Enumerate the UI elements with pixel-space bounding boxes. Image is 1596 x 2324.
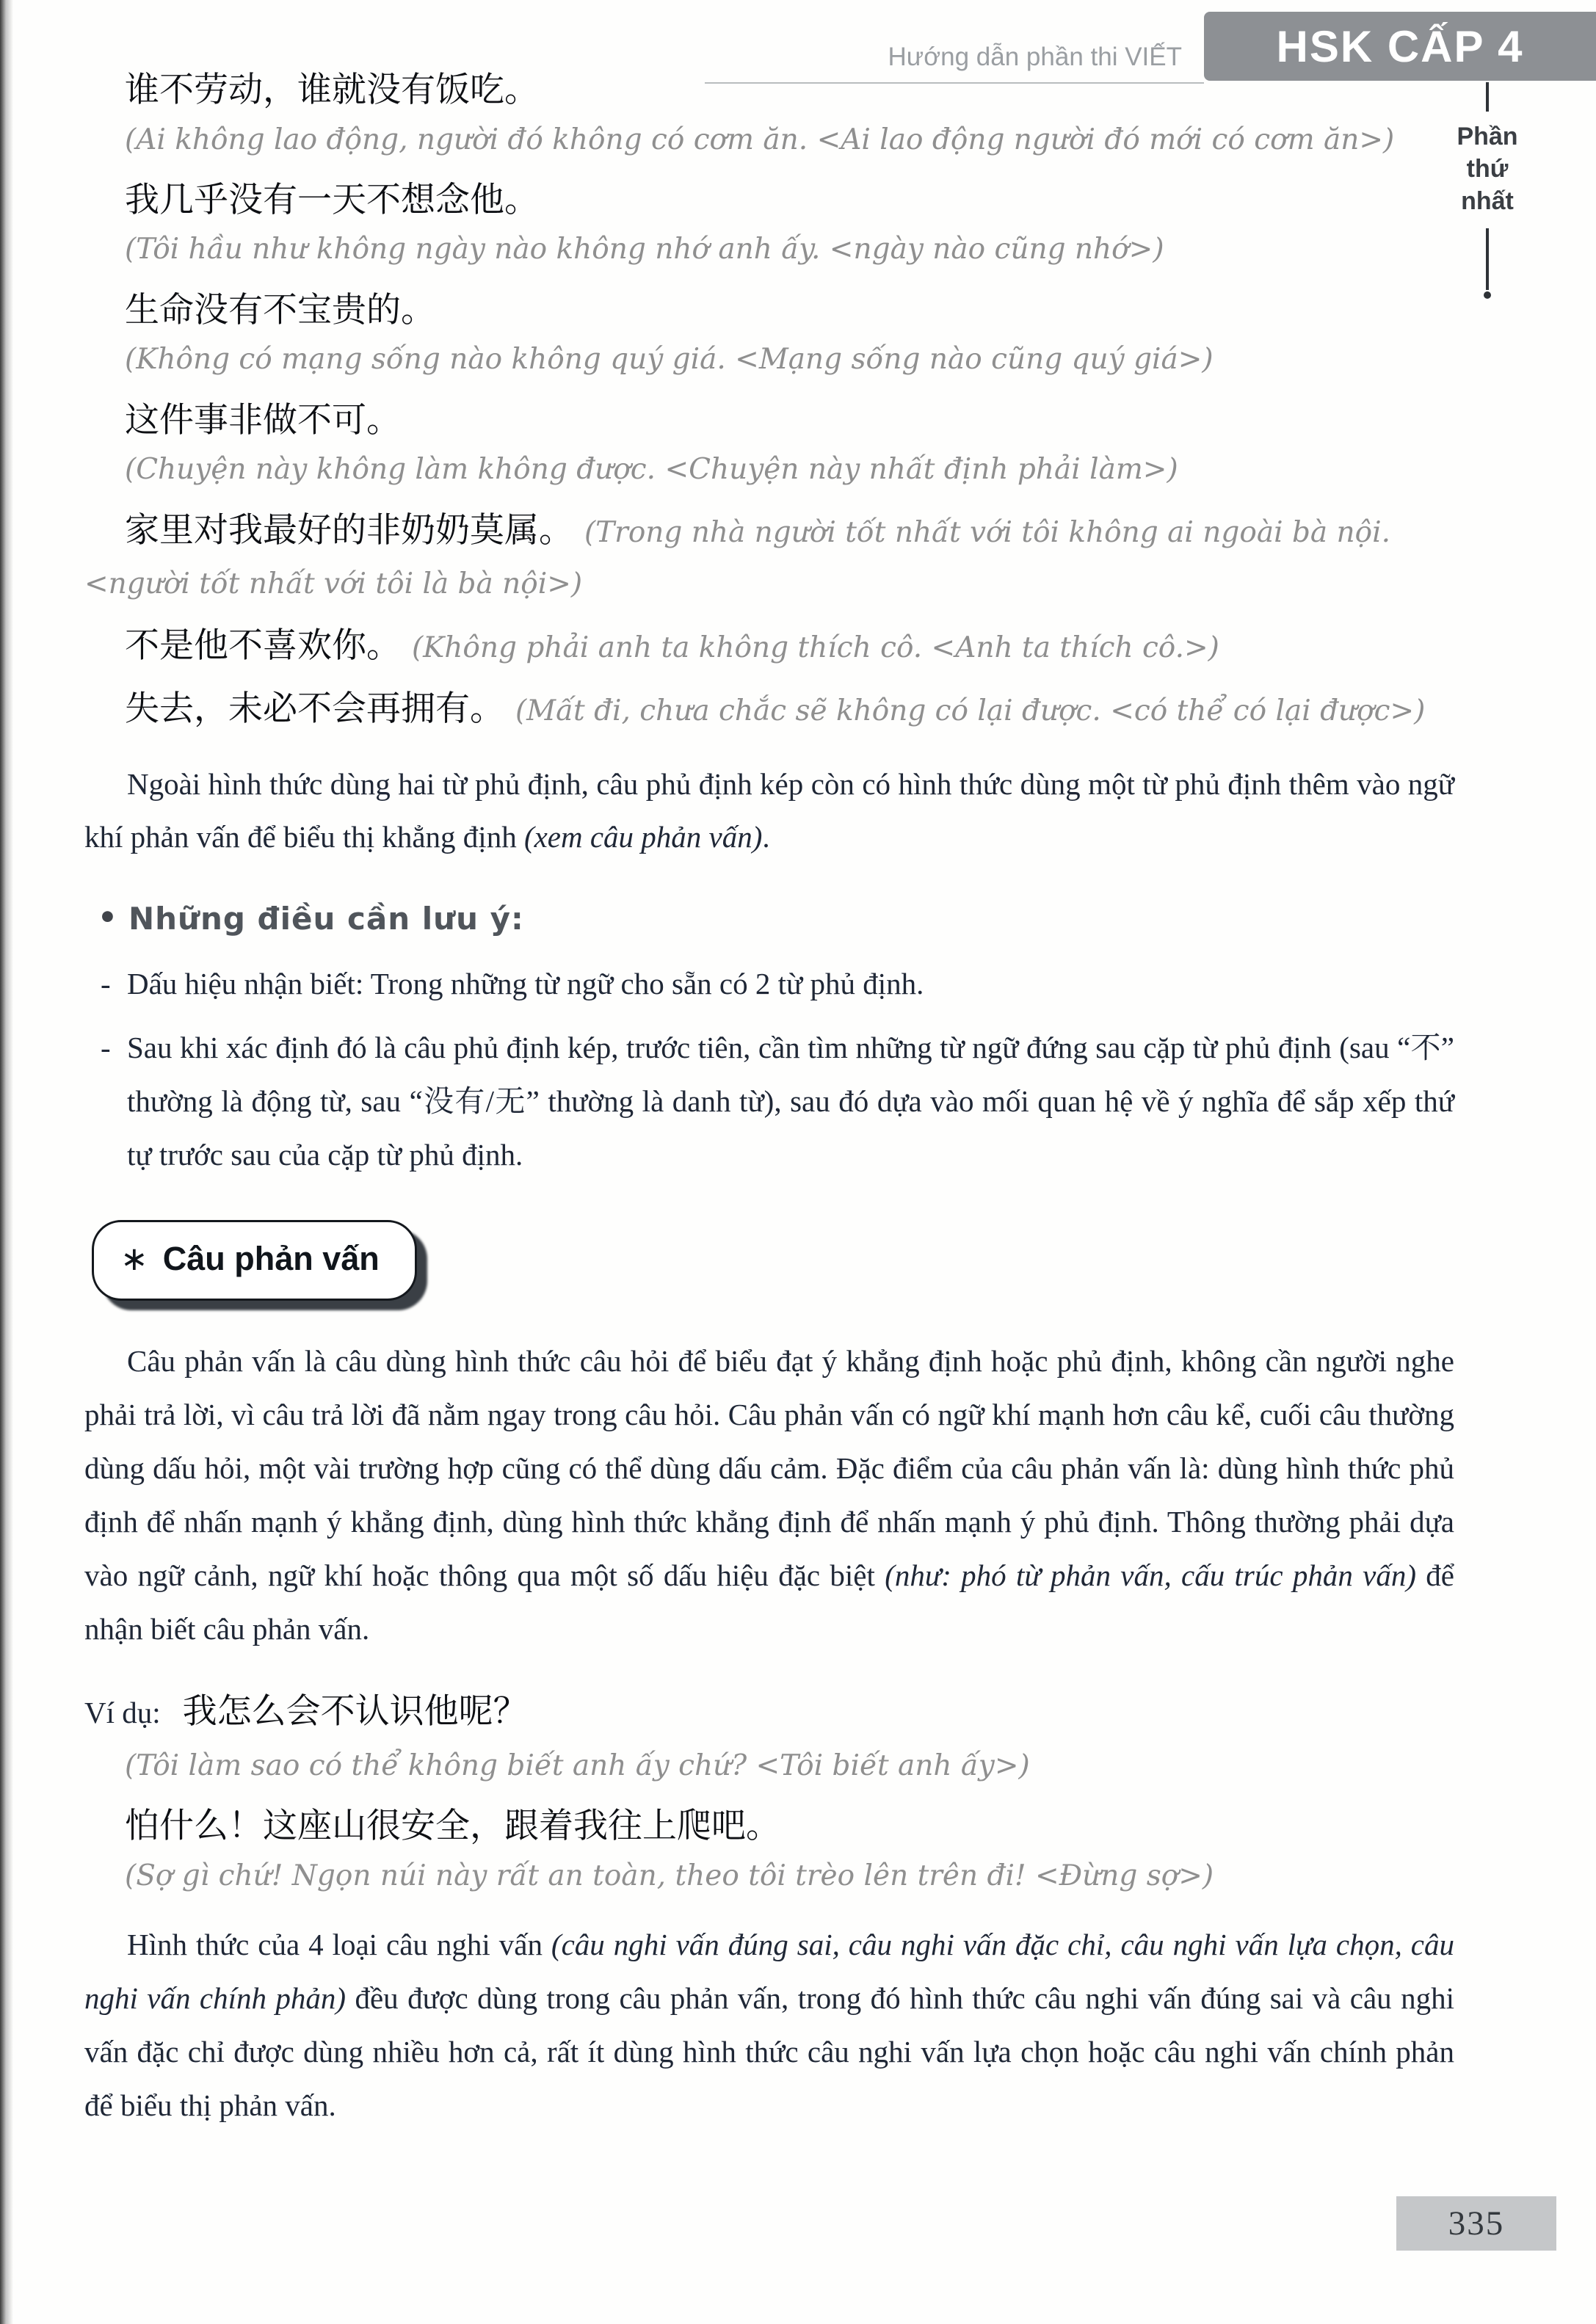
paragraph-intro — [84, 758, 1454, 865]
cpv-section-badge — [92, 1220, 417, 1301]
paragraph-cpv — [84, 1335, 1454, 1656]
example-label: Ví dụ: — [84, 1695, 161, 1729]
example-vi: (Không phải anh ta không thích cô. <Anh ta thích cô.>) — [411, 631, 1219, 664]
example-zh: 失去，未必不会再拥有。 — [125, 689, 504, 729]
bullet-icon: • — [98, 899, 118, 936]
side-tab-line-top — [1486, 82, 1489, 112]
side-tab-label-line1: Phần — [1457, 123, 1518, 150]
paragraph-intro-italic: (xem câu phản vấn) — [523, 820, 763, 854]
hsk-level-badge: HSK CẤP 4 — [1204, 12, 1596, 81]
side-tab-label-line3: nhất — [1461, 187, 1514, 216]
side-tab-dot — [1484, 291, 1491, 299]
note-item-text: Sau khi xác định đó là câu phủ định kép, trước tiên, cần tìm những từ ngữ đứng sau cặp từ phủ định (sau “不” thường là động từ, sau “没有/无” thường là danh từ), sau đó dựa vào mối quan hệ về ý nghĩa để sắp xếp thứ tự trước sau của cặp từ phủ định. — [127, 1031, 1454, 1172]
example-item — [84, 620, 1454, 672]
note-item — [84, 1021, 1454, 1182]
note-item-text: Dấu hiệu nhận biết: Trong những từ ngữ cho sẵn có 2 từ phủ định. — [127, 967, 924, 1001]
example-item — [84, 505, 1454, 609]
example-item — [84, 395, 1454, 490]
example-zh: 谁不劳动，谁就没有饭吃。 — [125, 70, 539, 110]
example-zh: 这件事非做不可。 — [125, 399, 401, 440]
asterisk-icon: ∗ — [120, 1240, 148, 1278]
dash-icon: - — [101, 967, 111, 1001]
dash-icon: - — [101, 1031, 111, 1065]
example-sentence-zh: 怕什么！这座山很安全，跟着我往上爬吧。 — [125, 1806, 780, 1846]
paragraph-final — [84, 1918, 1454, 2132]
paragraph-intro-end: . — [762, 820, 770, 854]
cpv-section-title: Câu phản vấn — [162, 1240, 380, 1278]
example-vi: (Trong nhà người tốt nhất với tôi không ai ngoài bà nội. <người tốt nhất với tôi là bà nội>) — [84, 515, 1391, 600]
example-row — [84, 1681, 1454, 1743]
paragraph-cpv-text: Câu phản vấn là câu dùng hình thức câu hỏi để biểu đạt ý khẳng định hoặc phủ định, không cần người nghe phải trả lời, vì câu trả lời đã nằm ngay trong câu hỏi. Câu phản vấn có ngữ khí mạnh hơn câu kể, cuối câu thường dùng dấu hỏi, một vài trường hợp cũng có thể dùng dấu cảm. Đặc điểm của câu phản vấn là: dùng hình thức phủ định để nhấn mạnh ý khẳng định, dùng hình thức khẳng định để nhấn mạnh ý phủ định. Thông thường phải dựa vào ngữ cảnh, ngữ khí hoặc thông qua một số dấu hiệu đặc biệt — [84, 1344, 1454, 1593]
paragraph-final-text: Hình thức của 4 loại câu nghi vấn — [127, 1927, 551, 1961]
example-item — [84, 285, 1454, 380]
example-zh: 不是他不喜欢你。 — [125, 625, 401, 666]
example-item — [84, 175, 1454, 270]
paragraph-final-end: đều được dùng trong câu phản vấn, trong đó hình thức câu nghi vấn đúng sai và câu nghi vấn đặc chỉ được dùng nhiều hơn cả, rất ít dùng hình thức câu nghi vấn lựa chọn hoặc câu nghi vấn chính phản để biểu thị phản vấn. — [84, 1980, 1454, 2122]
paragraph-cpv-italic: (như: phó từ phản vấn, cấu trúc phản vấn) — [885, 1558, 1417, 1593]
example-vi: (Tôi hầu như không ngày nào không nhớ anh ấy. <ngày nào cũng nhớ>) — [125, 233, 1164, 266]
example-item — [84, 65, 1454, 160]
example-vi: (Mất đi, chưa chắc sẽ không có lại được. <có thể có lại được>) — [515, 694, 1426, 727]
example-item — [84, 683, 1454, 736]
paragraph-final-italic: (câu nghi vấn đúng sai, câu nghi vấn đặc chỉ, câu nghi vấn lựa chọn, câu nghi vấn chính phản) — [84, 1927, 1454, 2015]
page-number: 335 — [1396, 2196, 1556, 2251]
example-vi: (Ai không lao động, người đó không có cơm ăn. <Ai lao động người đó mới có cơm ăn>) — [125, 123, 1395, 156]
example-vi: (Chuyện này không làm không được. <Chuyện này nhất định phải làm>) — [125, 453, 1178, 487]
example-vi: (Không có mạng sống nào không quý giá. <Mạng sống nào cũng quý giá>) — [125, 343, 1214, 377]
notes-heading — [84, 892, 1454, 947]
main-content — [84, 65, 1454, 2132]
note-item — [84, 957, 1454, 1011]
spine-shadow — [0, 0, 13, 2324]
paragraph-intro-text: Ngoài hình thức dùng hai từ phủ định, câu phủ định kép còn có hình thức dùng một từ phủ định thêm vào ngữ khí phản vấn để biểu thị khẳng định — [84, 766, 1454, 854]
side-tab-label-line2: thứ — [1466, 155, 1509, 184]
example-zh: 生命没有不宝贵的。 — [125, 289, 435, 330]
example-translation-vi: (Sợ gì chứ! Ngọn núi này rất an toàn, theo tôi trèo lên trên đi! <Đừng sợ>) — [125, 1859, 1214, 1892]
example-zh: 我几乎没有一天不想念他。 — [125, 179, 539, 220]
breadcrumb: Hướng dẫn phần thi VIẾT — [705, 16, 1204, 84]
example-zh: 家里对我最好的非奶奶莫属。 — [125, 509, 573, 551]
side-tab-line-bottom — [1486, 228, 1489, 290]
example-translation-vi: (Tôi làm sao có thể không biết anh ấy chứ? <Tôi biết anh ấy>) — [125, 1749, 1030, 1782]
section-badge-row — [84, 1220, 1454, 1301]
example-sentence-zh: 我怎么会不认识他呢？ — [182, 1691, 528, 1732]
paragraph-cpv-end: để nhận biết câu phản vấn. — [84, 1558, 1455, 1646]
notes-heading-label: Những điều cần lưu ý: — [128, 901, 524, 937]
